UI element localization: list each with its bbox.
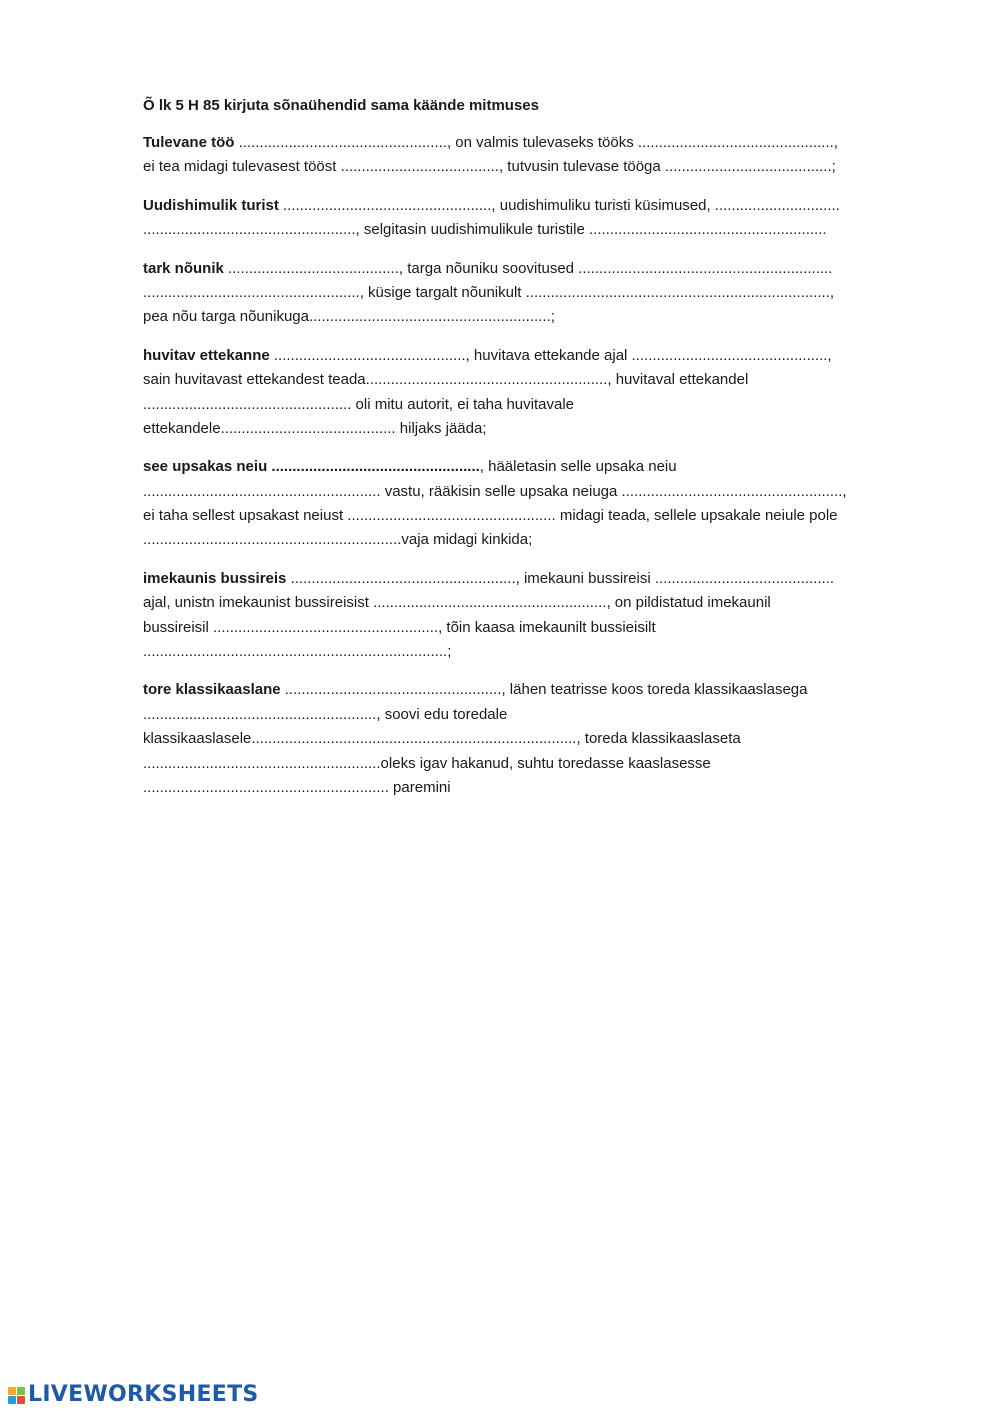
exercise-text: ...................................................., lähen teatrisse koos toreda klassikaaslasega [280,681,808,699]
exercise-text: ajal, unistn imekaunist bussireisist ........................................................, on pildistatud imekaunil [143,594,771,612]
exercise-block [143,344,943,442]
exercise-line [143,344,943,368]
exercise-phrase: tore klassikaaslane [143,681,281,699]
exercise-line [143,368,943,392]
exercise-phrase: Uudishimulik turist [143,196,279,214]
exercise-line [143,776,943,800]
exercise-text: pea nõu targa nõunikuga..........................................................; [143,308,555,326]
exercise-text: ........................................................, soovi edu toredale [143,705,508,723]
logo-block [17,1387,25,1395]
exercise-line [143,281,943,305]
exercise-line [143,616,943,640]
exercise-text: bussireisil ......................................................, tõin kaasa imekaunilt bussieisilt [143,618,656,636]
exercise-line [143,417,943,441]
exercise-line [143,727,943,751]
exercise-text: ..............................................................vaja midagi kinkida; [143,531,533,549]
exercise-text: .................................................., on valmis tulevaseks tööks ..............................................., [234,134,838,151]
logo-block [8,1387,16,1395]
exercise-block [143,194,943,243]
exercise-text: .............................................., huvitava ettekande ajal ..............................................., [269,346,832,364]
exercise-line [143,703,943,727]
logo-block [8,1396,16,1404]
exercise-text: ei taha sellest upsakast neiust .................................................. midagi teada, sellele upsakale neiule pole [143,507,838,525]
exercise-block [143,257,943,330]
exercise-phrase: tark nõunik [143,259,224,277]
exercise-line [143,504,943,528]
exercise-text: ........................................................... paremini [143,778,451,796]
exercise-line [143,257,943,281]
exercise-text: ei tea midagi tulevasest tööst ......................................, tutvusin tulevase tööga ........................................; [143,158,836,176]
exercise-line [143,305,943,329]
exercise-line [143,591,943,615]
logo-text: LIVEWORKSHEETS [28,1382,259,1407]
exercise-text: ettekandele.......................................... hiljaks jääda; [143,419,487,437]
exercise-block [143,455,943,553]
exercise-line [143,752,943,776]
exercise-line [143,218,943,242]
exercise-text: .........................................................oleks igav hakanud, suhtu toredasse kaaslasesse [143,754,711,772]
exercise-text: ......................................................... vastu, rääkisin selle upsaka neiuga ....................................................., [143,482,847,500]
exercise-block [143,131,943,180]
exercise-line [143,640,943,664]
worksheet [143,94,943,814]
exercise-text: sain huvitavast ettekandest teada.........................................................., huvitaval ettekandel [143,371,749,389]
exercise-text: , hääletasin selle upsaka neiu [479,458,677,476]
exercise-text: ..................................................., selgitasin uudishimulikule turistile ......................................................... [143,221,827,239]
exercise-phrase: imekaunis bussireis [143,569,287,587]
exercise-block [143,678,943,800]
exercise-line [143,678,943,702]
exercise-block [143,567,943,665]
exercise-text: klassikaaslasele.............................................................................., toreda klassikaaslaseta [143,730,741,748]
exercise-line [143,131,943,155]
liveworksheets-logo[interactable] [8,1380,259,1410]
exercise-text: .................................................., uudishimuliku turisti küsimused, .............................. [278,196,840,214]
exercise-line [143,455,943,479]
exercise-line [143,480,943,504]
exercise-phrase: huvitav ettekanne [143,346,270,364]
exercise-phrase: Tulevane töö [143,134,235,151]
worksheet-title: Õ lk 5 H 85 kirjuta sõnaühendid sama käände mitmuses [143,97,539,114]
exercise-line [143,155,943,179]
exercise-line [143,393,943,417]
exercise-text: .................................................. oli mitu autorit, ei taha huvitavale [143,395,574,413]
exercise-line [143,194,943,218]
exercise-line [143,567,943,591]
exercise-text: ......................................................, imekauni bussireisi ........................................... [286,569,835,587]
exercise-phrase: see upsakas neiu .................................................. [143,458,480,476]
exercise-line [143,528,943,552]
logo-block [17,1396,25,1404]
logo-blocks-icon [8,1387,25,1404]
exercise-text: ...................................................., küsige targalt nõunikult ........................................................................., [143,283,835,301]
exercise-text: ........................................., targa nõuniku soovitused ............................................................. [223,259,833,277]
exercise-text: .........................................................................; [143,643,452,661]
